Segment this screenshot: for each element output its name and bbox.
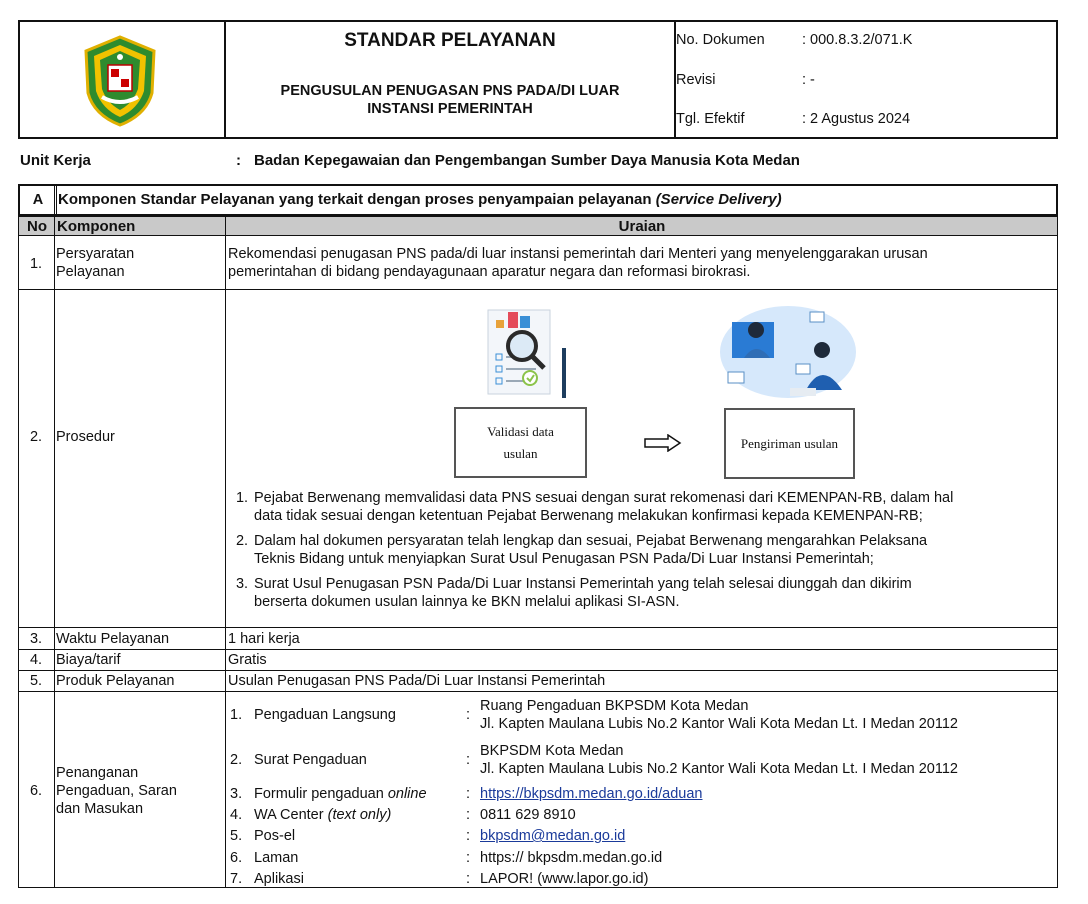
row5-komponen: Produk Pelayanan — [56, 673, 175, 689]
step-line: Teknis Bidang untuk menyiapkan Surat Usul Penugasan PSN Pada/Di Luar Instansi Pemerintah; — [254, 551, 874, 567]
komponen-line: Penanganan — [56, 765, 139, 781]
step-line: Dalam hal dokumen persyaratan telah lengkap dan sesuai, Pejabat Berwenang mengarahkan Pelaksana — [254, 533, 928, 549]
colon: : — [466, 786, 471, 802]
grid-line — [18, 670, 1058, 671]
website-value: https:// bkpsdm.medan.go.id — [480, 850, 663, 866]
flow-text: Validasi data — [487, 423, 554, 439]
step-line: data tidak sesuai dengan ketentuan Pejabat Berwenang melakukan konfirmasi kepada KEMENPAN-RB; — [254, 508, 923, 524]
value-line: Jl. Kapten Maulana Lubis No.2 Kantor Wali Kota Medan Lt. I Medan 20112 — [480, 716, 958, 732]
flow-step-pengiriman: Pengiriman usulan — [724, 408, 855, 479]
row3-uraian: 1 hari kerja — [228, 631, 300, 647]
meta-label-no-dokumen: No. Dokumen — [676, 32, 765, 48]
row5-uraian: Usulan Penugasan PNS Pada/Di Luar Instansi Pemerintah — [228, 673, 606, 689]
grid-line — [18, 627, 1058, 628]
subtitle-line: PENGUSULAN PENUGASAN PNS PADA/DI LUAR — [280, 83, 620, 99]
wa-number: 0811 629 8910 — [480, 807, 576, 823]
colon: : — [466, 871, 471, 887]
colon: : — [466, 752, 471, 768]
complaint-item-number: 3. — [230, 786, 243, 802]
flow-step-validasi — [454, 407, 587, 478]
complaint-item-number: 4. — [230, 807, 243, 823]
app-value: LAPOR! (www.lapor.go.id) — [480, 871, 649, 887]
colon: : — [466, 707, 471, 723]
grid-line — [225, 216, 226, 888]
step-line: berserta dokumen usulan lainnya ke BKN melalui aplikasi SI-ASN. — [254, 594, 680, 610]
meta-label-revisi: Revisi — [676, 72, 716, 88]
row5-no: 5. — [29, 673, 43, 689]
complaint-item-label — [254, 806, 391, 824]
section-title — [58, 186, 782, 214]
complaint-item-label: Laman — [254, 850, 299, 866]
label-text: WA Center — [254, 807, 324, 823]
complaint-item-label: Aplikasi — [254, 871, 304, 887]
step-number: 1. — [235, 490, 249, 506]
complaint-item-label: Pengaduan Langsung — [254, 707, 396, 723]
row2-komponen: Prosedur — [56, 429, 115, 445]
email-link[interactable]: bkpsdm@medan.go.id — [480, 828, 626, 844]
grid-line — [1057, 216, 1058, 888]
komponen-line: Pelayanan — [56, 264, 125, 280]
step-text — [254, 489, 1056, 525]
label-text: Formulir pengaduan — [254, 786, 384, 802]
step-text — [254, 575, 1056, 611]
sending-proposal-illustration-icon — [718, 300, 858, 404]
uraian-line: pemerintahan di bidang pendayagunaan aparatur negara dan reformasi birokrasi. — [228, 264, 751, 280]
step-line: Pejabat Berwenang memvalidasi data PNS sesuai dengan surat rekomenasi dari KEMENPAN-RB, dalam hal — [254, 490, 954, 506]
komponen-line: dan Masukan — [56, 801, 144, 817]
complaint-item-value — [480, 697, 958, 733]
step-text — [254, 532, 1056, 568]
value-line: Ruang Pengaduan BKPSDM Kota Medan — [480, 698, 749, 714]
kota-medan-emblem-icon — [80, 35, 160, 127]
logo-cell — [18, 20, 226, 139]
uraian-line: Rekomendasi penugasan PNS pada/di luar instansi pemerintah dari Menteri yang menyelenggarakan urusan — [228, 246, 928, 262]
table-header — [18, 216, 1058, 236]
meta-value-tgl-efektif: : 2 Agustus 2024 — [802, 111, 911, 127]
row1-komponen — [56, 245, 134, 281]
aduan-link[interactable]: https://bkpsdm.medan.go.id/aduan — [480, 786, 703, 802]
section-title-text: Komponen Standar Pelayanan yang terkait dengan proses penyampaian pelayanan — [58, 191, 652, 208]
flow-text: usulan — [503, 445, 538, 461]
subtitle-line: INSTANSI PEMERINTAH — [367, 101, 533, 117]
complaint-item-value — [480, 742, 958, 778]
row3-komponen: Waktu Pelayanan — [56, 631, 170, 647]
right-arrow-icon — [644, 434, 682, 452]
value-line: Jl. Kapten Maulana Lubis No.2 Kantor Wali Kota Medan Lt. I Medan 20112 — [480, 761, 958, 777]
document-subtitle — [240, 82, 660, 118]
row4-uraian: Gratis — [228, 652, 267, 668]
complaint-item-number: 5. — [230, 828, 243, 844]
complaint-item-number: 1. — [230, 707, 243, 723]
complaint-item-number: 2. — [230, 752, 243, 768]
grid-line — [18, 649, 1058, 650]
row3-no: 3. — [29, 631, 43, 647]
row1-no: 1. — [29, 256, 43, 272]
unit-kerja-label: Unit Kerja — [20, 152, 91, 169]
complaint-item-label: Surat Pengaduan — [254, 752, 367, 768]
step-number: 2. — [235, 533, 249, 549]
row4-komponen: Biaya/tarif — [56, 652, 121, 668]
step-line: Surat Usul Penugasan PSN Pada/Di Luar Instansi Pemerintah yang telah selesai diunggah dan dikirim — [254, 576, 912, 592]
row6-no: 6. — [29, 783, 43, 799]
unit-kerja-colon: : — [236, 152, 241, 169]
row4-no: 4. — [29, 652, 43, 668]
meta-value-no-dokumen: : 000.8.3.2/071.K — [802, 32, 913, 48]
label-italic: (text only) — [327, 807, 392, 823]
meta-value-revisi: : - — [802, 72, 815, 88]
th-uraian: Uraian — [618, 218, 666, 235]
step-number: 3. — [235, 576, 249, 592]
th-no: No — [27, 218, 47, 235]
komponen-line: Pengaduan, Saran — [56, 783, 177, 799]
section-title-italic: (Service Delivery) — [655, 191, 782, 208]
label-italic: online — [387, 786, 427, 802]
colon: : — [466, 807, 471, 823]
complaint-item-label — [254, 785, 427, 803]
meta-label-tgl-efektif: Tgl. Efektif — [676, 111, 745, 127]
colon: : — [466, 850, 471, 866]
colon: : — [466, 828, 471, 844]
procedure-steps — [230, 489, 1056, 611]
list-item — [230, 532, 1056, 568]
complaint-item-number: 7. — [230, 871, 243, 887]
th-komponen: Komponen — [57, 218, 136, 235]
list-item — [230, 575, 1056, 611]
unit-kerja-value: Badan Kepegawaian dan Pengembangan Sumber Daya Manusia Kota Medan — [254, 152, 800, 169]
value-line: BKPSDM Kota Medan — [480, 743, 624, 759]
complaint-item-number: 6. — [230, 850, 243, 866]
document-title: STANDAR PELAYANAN — [344, 30, 556, 51]
section-letter: A — [20, 186, 57, 214]
grid-line — [18, 691, 1058, 692]
grid-line — [18, 289, 1058, 290]
document-validation-illustration-icon — [478, 302, 578, 400]
komponen-line: Persyaratan — [56, 246, 135, 262]
complaint-item-label: Pos-el — [254, 828, 296, 844]
section-a-header — [18, 184, 1058, 216]
row6-komponen — [56, 764, 177, 818]
row1-uraian — [228, 245, 928, 281]
list-item — [230, 489, 1056, 525]
row2-no: 2. — [29, 429, 43, 445]
